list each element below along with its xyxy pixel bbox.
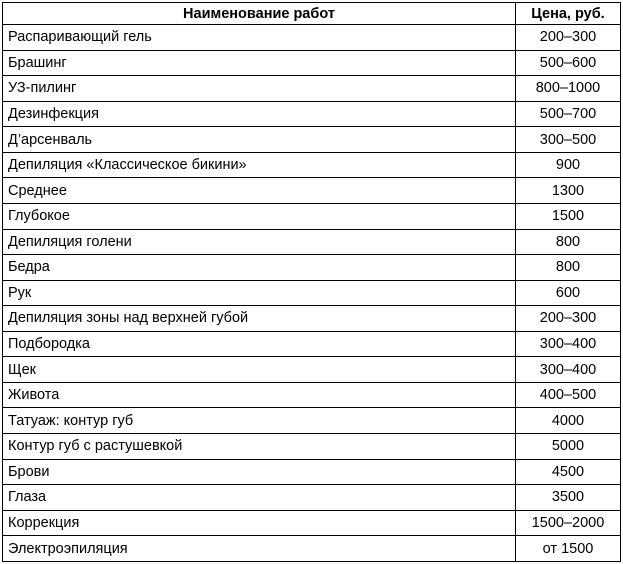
price-cell: 500–600 — [516, 50, 621, 76]
table-row — [3, 127, 621, 153]
table-row — [3, 382, 621, 408]
service-name-cell: Депиляция голени — [3, 229, 516, 255]
service-name-cell: Д’арсенваль — [3, 127, 516, 153]
table-row — [3, 536, 621, 562]
price-cell: 1300 — [516, 178, 621, 204]
price-cell: 600 — [516, 280, 621, 306]
price-cell: 300–400 — [516, 357, 621, 383]
price-cell: 800–1000 — [516, 76, 621, 102]
service-name-cell: Глаза — [3, 485, 516, 511]
table-row — [3, 255, 621, 281]
service-name-cell: Бедра — [3, 255, 516, 281]
price-cell: 4000 — [516, 408, 621, 434]
table-header-name: Наименование работ — [3, 3, 516, 25]
table-row — [3, 152, 621, 178]
table-row — [3, 203, 621, 229]
service-name-cell: Дезинфекция — [3, 101, 516, 127]
price-cell: 400–500 — [516, 382, 621, 408]
table-row — [3, 434, 621, 460]
table-row — [3, 101, 621, 127]
table-row — [3, 25, 621, 51]
price-table — [2, 2, 621, 562]
service-name-cell: Электроэпиляция — [3, 536, 516, 562]
price-cell: 4500 — [516, 459, 621, 485]
table-row — [3, 485, 621, 511]
table-row — [3, 229, 621, 255]
price-cell: 200–300 — [516, 25, 621, 51]
service-name-cell: Рук — [3, 280, 516, 306]
service-name-cell: Брашинг — [3, 50, 516, 76]
table-body — [3, 25, 621, 562]
service-name-cell: Депиляция «Классическое бикини» — [3, 152, 516, 178]
price-cell: 200–300 — [516, 306, 621, 332]
table-row — [3, 178, 621, 204]
service-name-cell: Депиляция зоны над верхней губой — [3, 306, 516, 332]
service-name-cell: Подбородка — [3, 331, 516, 357]
table-row — [3, 50, 621, 76]
price-cell: от 1500 — [516, 536, 621, 562]
service-name-cell: Татуаж: контур губ — [3, 408, 516, 434]
table-row — [3, 76, 621, 102]
service-name-cell: Щек — [3, 357, 516, 383]
service-name-cell: Распаривающий гель — [3, 25, 516, 51]
table-header-price: Цена, руб. — [516, 3, 621, 25]
service-name-cell: Глубокое — [3, 203, 516, 229]
table-row — [3, 459, 621, 485]
table-row — [3, 357, 621, 383]
service-name-cell: Среднее — [3, 178, 516, 204]
table-row — [3, 331, 621, 357]
price-cell: 500–700 — [516, 101, 621, 127]
price-cell: 800 — [516, 229, 621, 255]
price-cell: 300–400 — [516, 331, 621, 357]
price-cell: 3500 — [516, 485, 621, 511]
service-name-cell: Живота — [3, 382, 516, 408]
price-cell: 300–500 — [516, 127, 621, 153]
table-row — [3, 408, 621, 434]
table-row — [3, 280, 621, 306]
price-cell: 800 — [516, 255, 621, 281]
table-row — [3, 510, 621, 536]
service-name-cell: Контур губ с растушевкой — [3, 434, 516, 460]
service-name-cell: Коррекция — [3, 510, 516, 536]
service-name-cell: Брови — [3, 459, 516, 485]
price-cell: 1500 — [516, 203, 621, 229]
table-header-row — [3, 3, 621, 25]
price-cell: 1500–2000 — [516, 510, 621, 536]
table-row — [3, 306, 621, 332]
service-name-cell: УЗ-пилинг — [3, 76, 516, 102]
price-cell: 5000 — [516, 434, 621, 460]
price-cell: 900 — [516, 152, 621, 178]
